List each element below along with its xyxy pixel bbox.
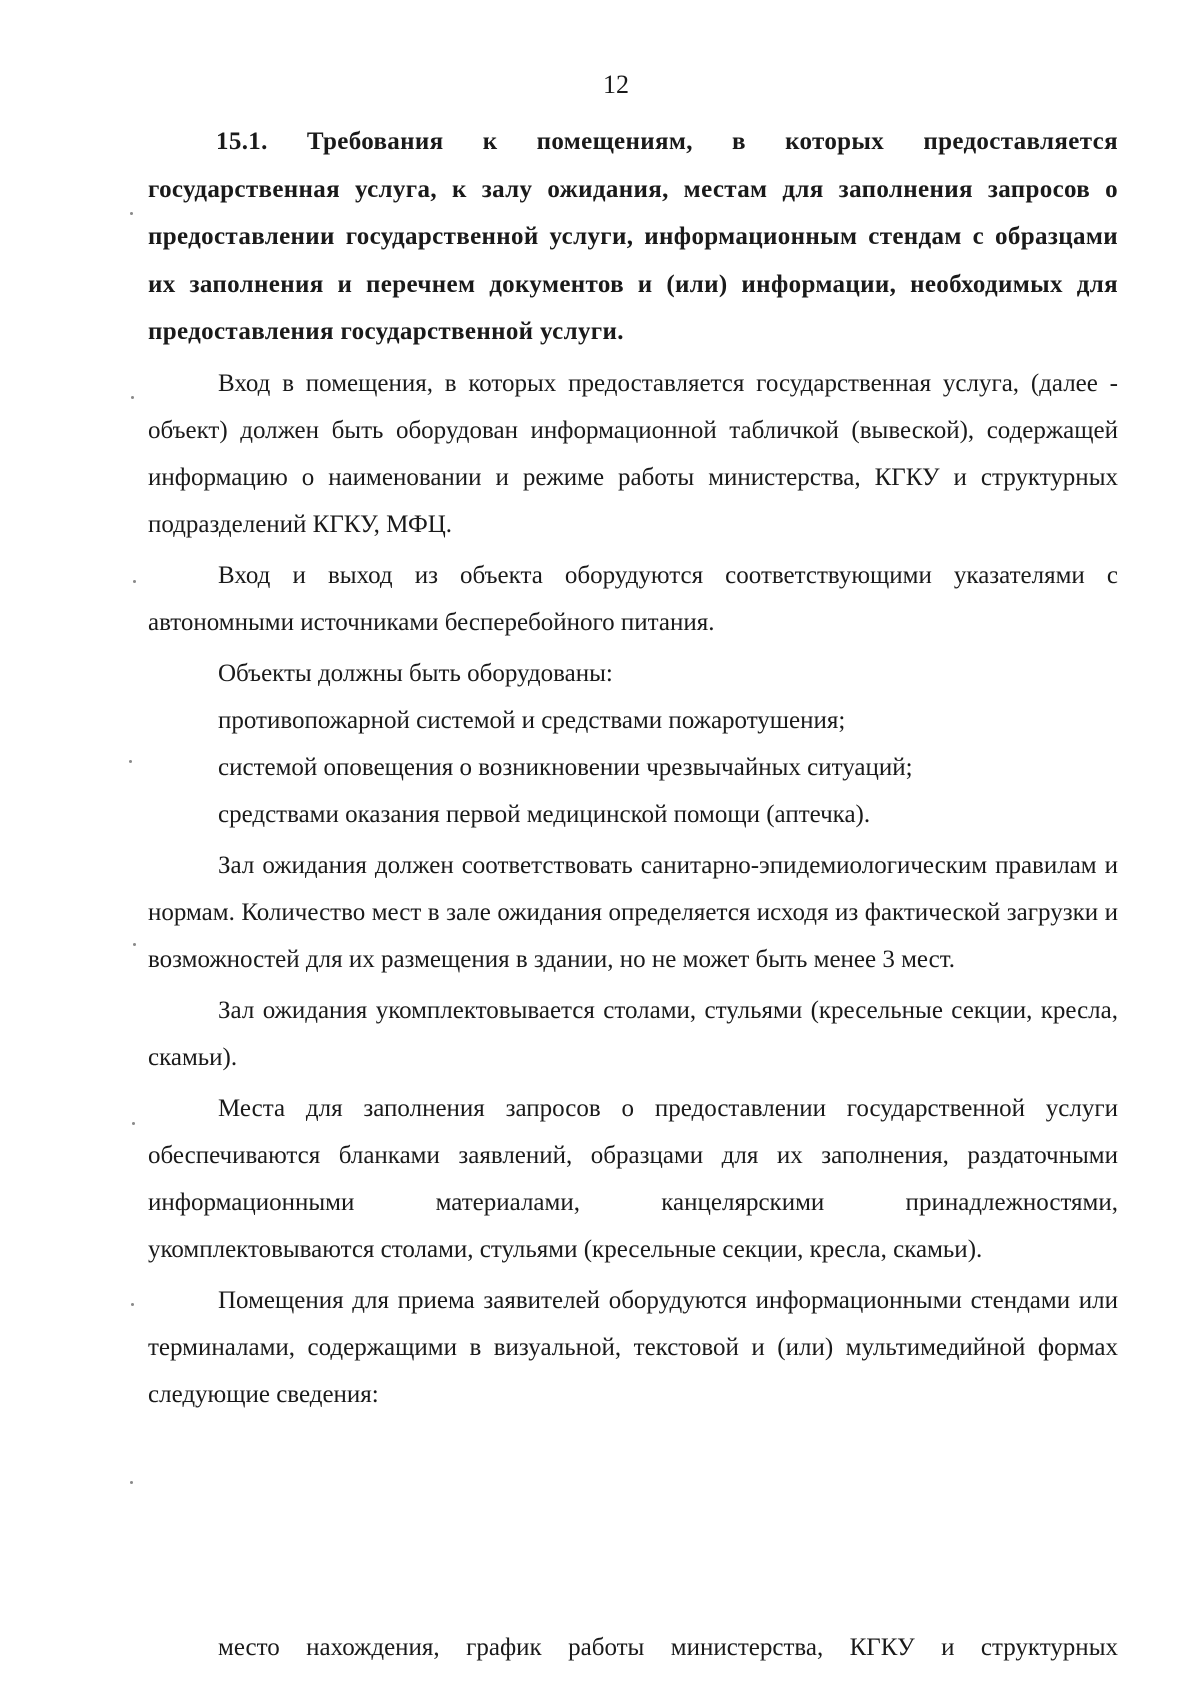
paragraph-entrance-exit-signs: Вход и выход из объекта оборудуются соответствующими указателями с автономными источниками бесперебойного питания. (148, 561, 1118, 636)
list-item-alert-system: системой оповещения о возникновении чрезвычайных ситуаций; (218, 753, 913, 781)
scan-speck (130, 1481, 133, 1484)
scan-speck (133, 580, 136, 583)
paragraph-info-stands: Помещения для приема заявителей оборудуются информационными стендами или терминалами, содержащими в визуальной, текстовой и (или) мультимедийной формах следующие сведения: (148, 1286, 1118, 1408)
paragraph-waiting-room-furniture: Зал ожидания укомплектовывается столами, стульями (кресельные секции, кресла, скамьи). (148, 996, 1118, 1071)
scan-speck (131, 396, 134, 399)
list-item-first-aid: средствами оказания первой медицинской помощи (аптечка). (218, 800, 871, 828)
scan-speck (131, 1303, 134, 1306)
page-body (148, 118, 1118, 1418)
scan-speck (129, 760, 132, 763)
section-heading: 15.1. Требования к помещениям, в которых предоставляется государственная услуга, к залу ожидания, местам для заполнения запросов о предоставлении государственной услуги, информационным стендам с образцами их заполнения и перечнем документов и (или) информации, необходимых для предоставления государственной услуги. (148, 128, 1118, 346)
paragraph-equipment-intro: Объекты должны быть оборудованы: (218, 659, 613, 687)
paragraph-waiting-room-norms: Зал ожидания должен соответствовать санитарно-эпидемиологическим правилам и нормам. Количество мест в зале ожидания определяется исходя из фактической загрузки и возможностей для их размещения в здании, но не может быть менее 3 мест. (148, 851, 1118, 973)
page-number: 12 (603, 70, 629, 99)
scan-speck (133, 943, 136, 946)
scan-speck (132, 1122, 135, 1125)
paragraph-location-schedule: место нахождения, график работы министерства, КГКУ и структурных (218, 1634, 1118, 1661)
paragraph-request-places: Места для заполнения запросов о предоставлении государственной услуги обеспечиваются бланками заявлений, образцами для их заполнения, раздаточными информационными материалами, канцелярскими принадлежностями, укомплектовываются столами, стульями (кресельные секции, кресла, скамьи). (148, 1094, 1118, 1263)
paragraph-entrance-sign: Вход в помещения, в которых предоставляется государственная услуга, (далее - объект) должен быть оборудован информационной табличкой (вывеской), содержащей информацию о наименовании и режиме работы министерства, КГКУ и структурных подразделений КГКУ, МФЦ. (148, 369, 1118, 538)
scan-speck (130, 212, 133, 215)
list-item-fire-system: противопожарной системой и средствами пожаротушения; (218, 706, 846, 734)
